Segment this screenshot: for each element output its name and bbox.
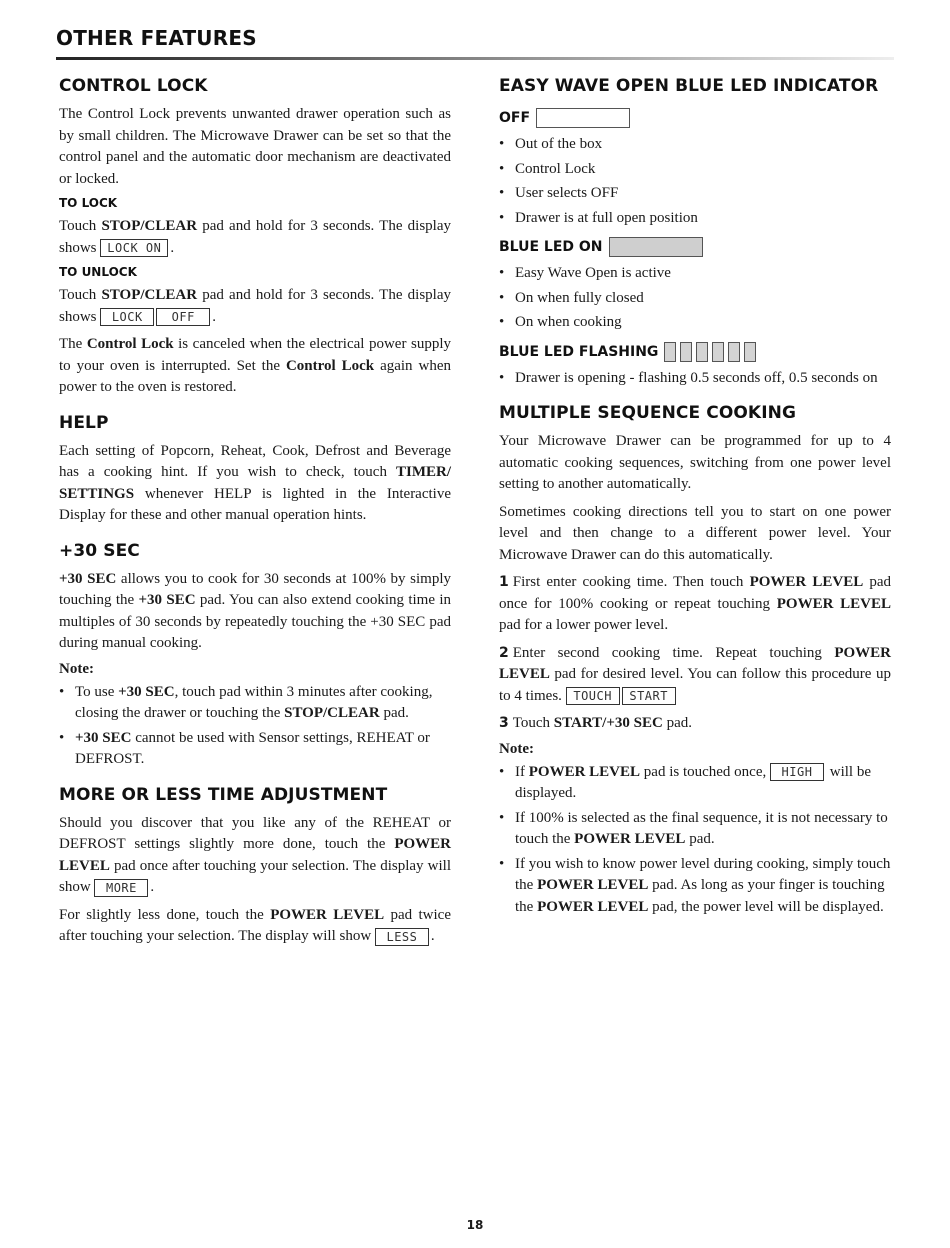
led-on-label-row [499,237,891,257]
list-item: • Drawer is at full open position [499,208,891,230]
list-item: • To use +30 SEC, touch pad within 3 minutes after cooking, closing the drawer or touching the STOP/CLEAR pad. [59,682,451,725]
led-on-indicator [609,237,703,257]
display-less: LESS [375,928,429,946]
display-lock: LOCK [100,308,154,326]
led-flash-segment [728,342,740,362]
led-off-label-row [499,108,891,128]
led-flash-segment [664,342,676,362]
control-lock-intro: The Control Lock prevents unwanted drawer operation such as by small children. The Microwave Drawer can be set so that the control panel and the automatic door mechanism are deactivated or locked. [59,106,451,187]
control-lock-cancel-text: The Control Lock is canceled when the electrical power supply to your oven is interrupted. Set the Control Lock again when power to the oven is restored. [59,336,451,395]
less-text: For slightly less done, touch the POWER LEVEL pad twice after touching your selection. The display will show LESS . [59,906,451,944]
led-on-label: BLUE LED ON [499,239,603,255]
led-off-indicator [536,108,630,128]
multi-note-label: Note: [499,740,534,757]
more-less-section [59,785,451,948]
plus30-text: +30 SEC allows you to cook for 30 seconds at 100% by simply touching the +30 SEC pad. You can also extend cooking time in multiples of 30 seconds by repeatedly touching the +30 SEC pad during manual cooking. [59,570,451,651]
to-lock-heading: TO LOCK [59,196,118,210]
led-flash-segment [696,342,708,362]
to-unlock-text: Touch STOP/CLEAR pad and hold for 3 seconds. The display shows LOCK OFF . [59,287,452,325]
control-lock-section [59,76,451,399]
help-section [59,413,451,527]
right-column [499,76,891,932]
led-flash-label: BLUE LED FLASHING [499,343,659,360]
led-flash-segment [744,342,756,362]
plus30-heading: +30 SEC [59,540,140,561]
list-item: • Out of the box [499,134,891,156]
led-flash-indicator [664,342,756,362]
list-item: • If POWER LEVEL pad is touched once, HIGH will be displayed. [499,762,891,805]
led-off-label: OFF [499,110,531,126]
plus30-section [59,541,451,771]
led-flash-segment [712,342,724,362]
multi-step-3: 3 Touch START/+30 SEC pad. [499,715,692,731]
display-touch: TOUCH [566,687,620,705]
led-flash-label-row [499,342,891,362]
control-lock-heading: CONTROL LOCK [59,76,208,96]
help-text: Each setting of Popcorn, Reheat, Cook, Defrost and Beverage has a cooking hint. If you wish to check, touch TIMER/ SETTINGS whenever HELP is lighted in the Interactive Display for these and other manual operation hints. [59,442,451,523]
page-title: OTHER FEATURES [56,26,257,50]
led-flash-segment [680,342,692,362]
display-more: MORE [94,879,148,897]
multi-heading: MULTIPLE SEQUENCE COOKING [499,403,797,423]
plus30-notes [59,682,451,771]
display-lock-on: LOCK ON [100,239,168,257]
display-off: OFF [156,308,210,326]
led-flash-list [499,368,891,390]
to-lock-text: Touch STOP/CLEAR pad and hold for 3 seconds. The display shows LOCK ON . [59,218,452,256]
led-on-list [499,263,891,334]
display-high: HIGH [770,763,824,781]
led-off-list [499,134,891,229]
led-heading: EASY WAVE OPEN BLUE LED INDICATOR [499,76,879,96]
list-item: • Easy Wave Open is active [499,263,891,285]
multi-intro: Your Microwave Drawer can be programmed for up to 4 automatic cooking sequences, switching from one power level setting to another automatically. [499,433,891,492]
page-number: 18 [466,1218,484,1232]
left-column [59,76,451,962]
list-item: • On when cooking [499,312,891,334]
multi-step-2: 2 Enter second cooking time. Repeat touching POWER LEVEL pad for desired level. You can follow this procedure up to 4 times. TOUCH START [499,644,891,704]
header-rule [56,57,894,60]
multi-notes [499,762,891,919]
help-heading: HELP [59,412,109,433]
list-item: • +30 SEC cannot be used with Sensor settings, REHEAT or DEFROST. [59,728,451,771]
plus30-note-label: Note: [59,660,94,677]
multi-section [499,403,891,918]
multi-intro-2: Sometimes cooking directions tell you to start on one power level and then change to a different power level. Your Microwave Drawer can do this automatically. [499,503,891,563]
page-header [56,26,894,60]
multi-step-1: 1 First enter cooking time. Then touch POWER LEVEL pad once for 100% cooking or repeat touching POWER LEVEL pad for a lower power level. [499,574,891,633]
more-less-heading: MORE OR LESS TIME ADJUSTMENT [59,784,388,805]
list-item: • If you wish to know power level during cooking, simply touch the POWER LEVEL pad. As long as your finger is touching the POWER LEVEL pad, the power level will be displayed. [499,854,891,919]
led-section [499,76,891,389]
list-item: • If 100% is selected as the final sequence, it is not necessary to touch the POWER LEVEL pad. [499,808,891,851]
list-item: • On when fully closed [499,288,891,310]
list-item: • Control Lock [499,159,891,181]
list-item: • User selects OFF [499,183,891,205]
list-item: • Drawer is opening - flashing 0.5 seconds off, 0.5 seconds on [499,368,891,390]
to-unlock-heading: TO UNLOCK [59,265,137,279]
display-start: START [622,687,676,705]
more-text: Should you discover that you like any of the REHEAT or DEFROST settings slightly more done, touch the POWER LEVEL pad once after touching your selection. The display will show MORE . [59,814,451,895]
